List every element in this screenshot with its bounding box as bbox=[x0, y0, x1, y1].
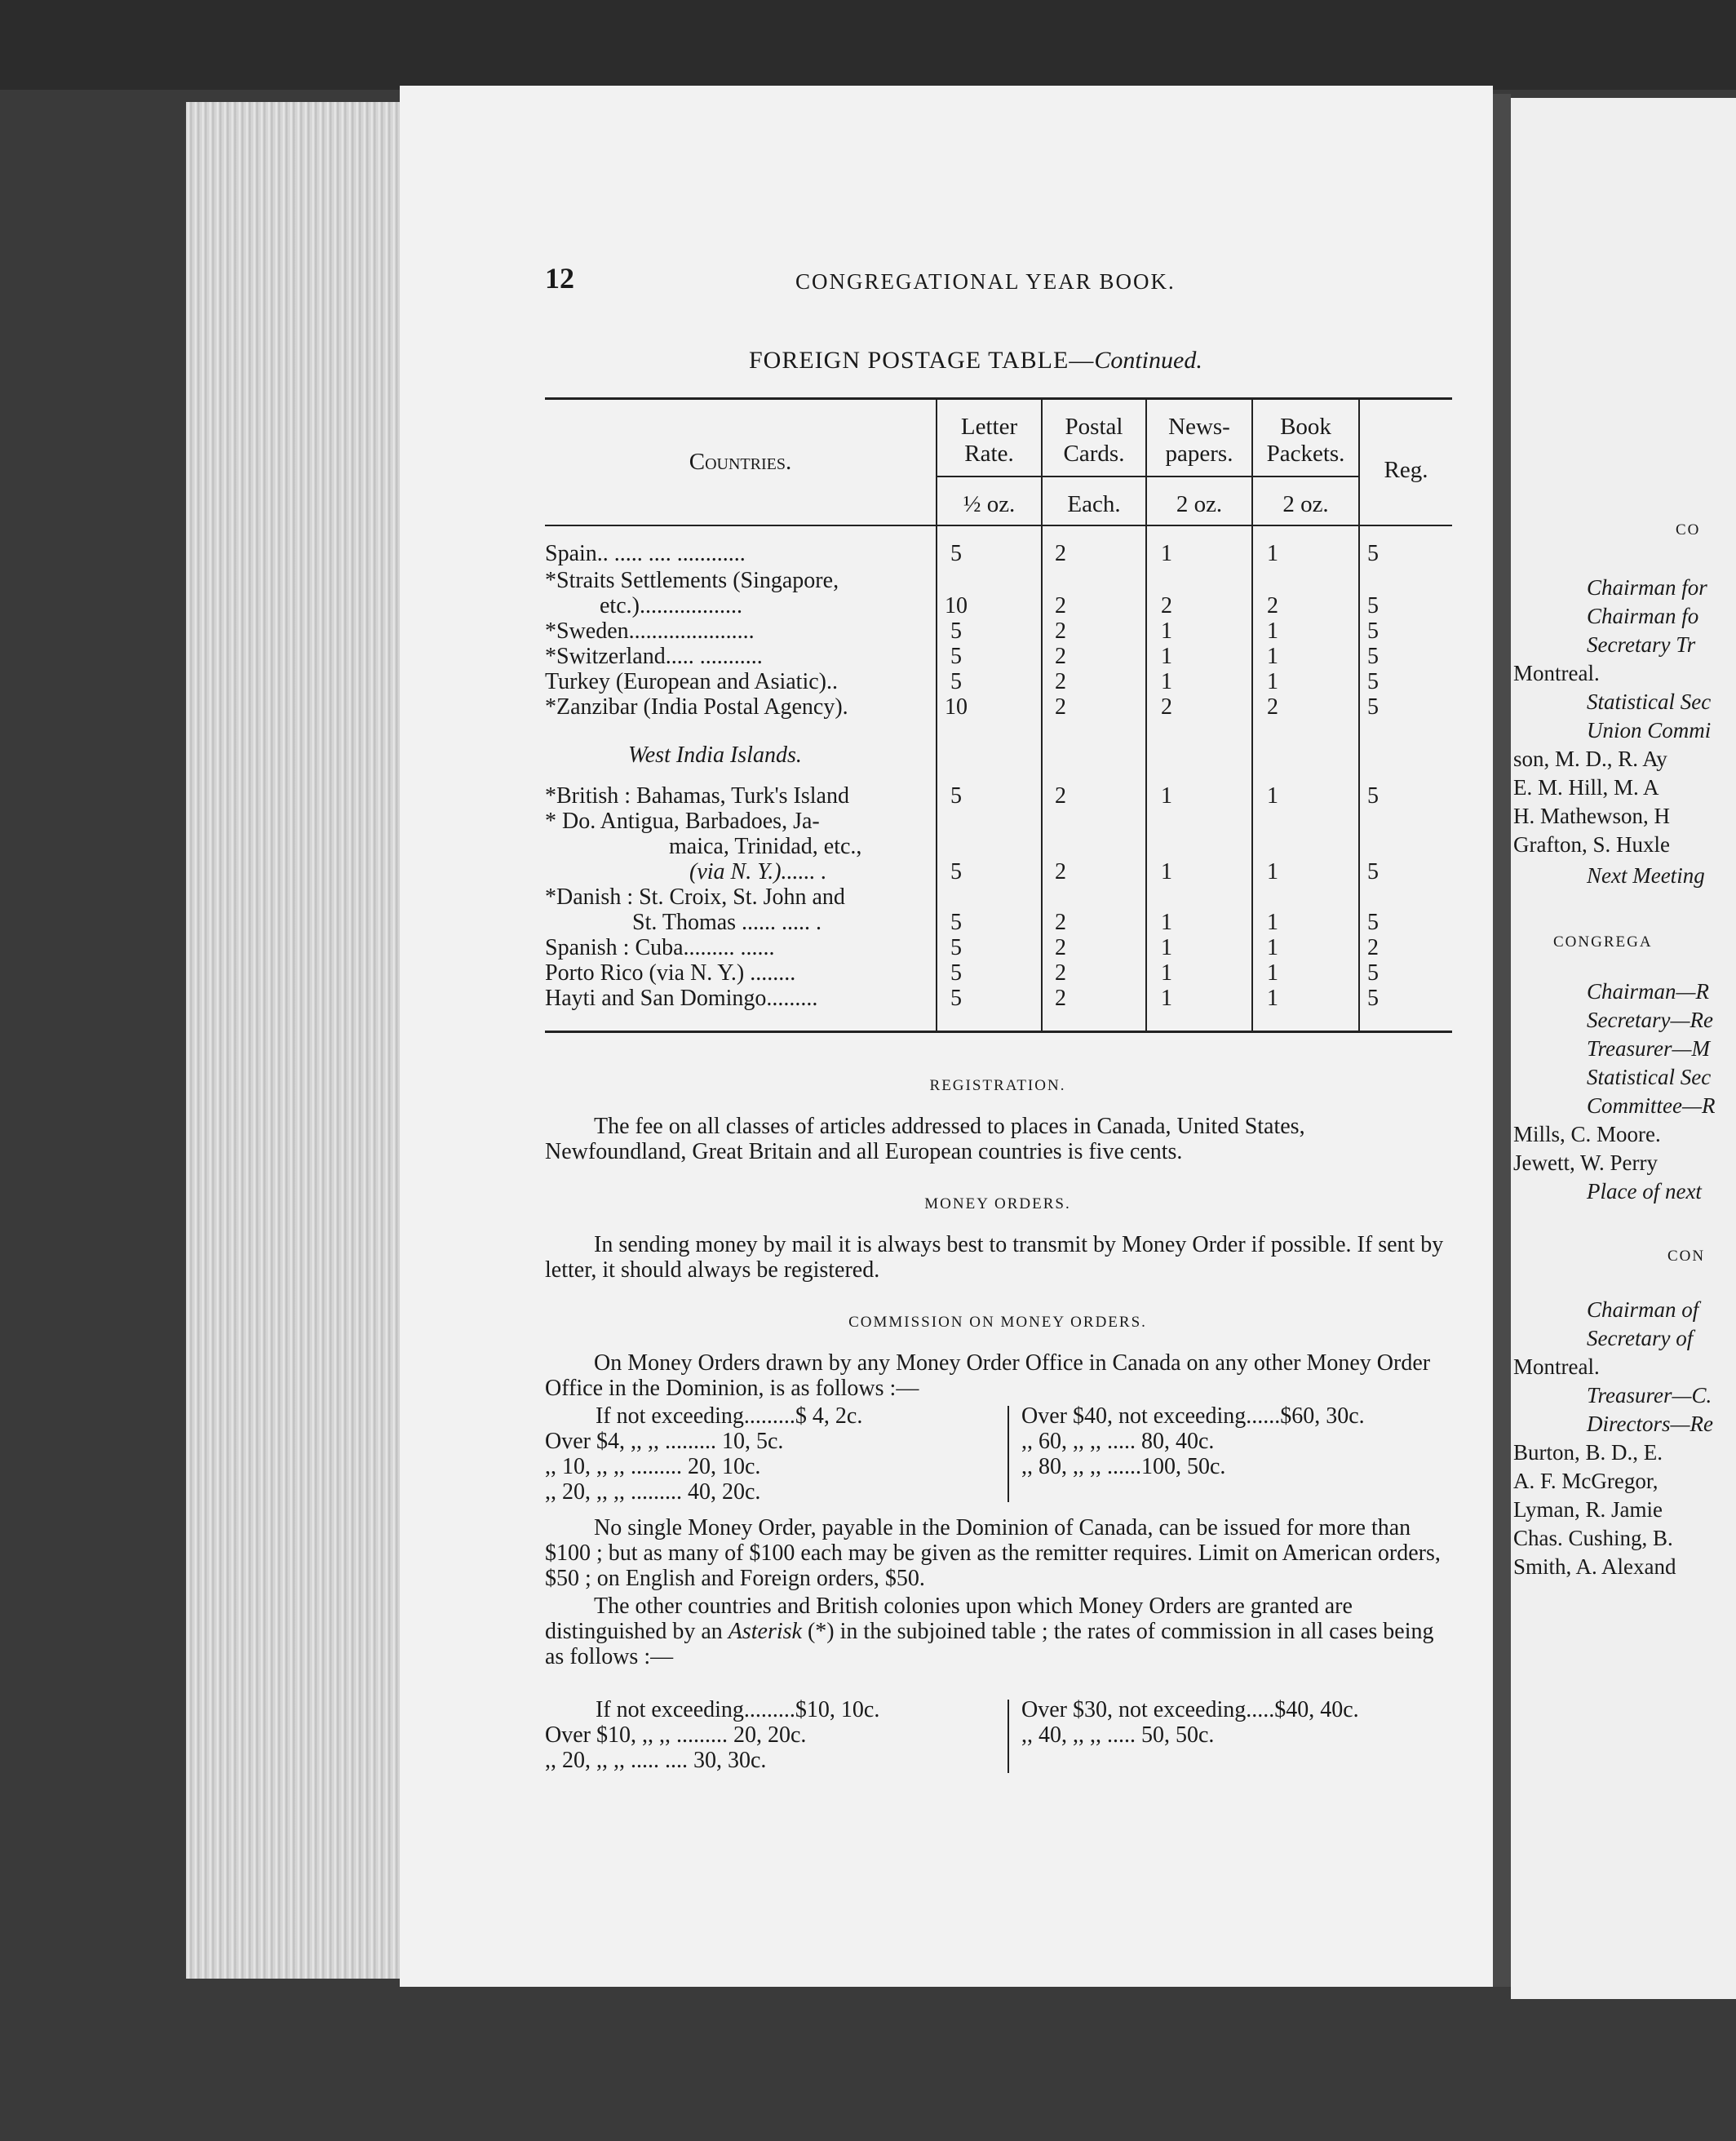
row-country: *Straits Settlements (Singapore, bbox=[545, 568, 839, 593]
row-country: *Sweden...................... bbox=[545, 618, 755, 644]
row-country-cont: etc.).................. bbox=[600, 593, 742, 618]
rate-cell: 2 bbox=[1161, 593, 1172, 618]
rate-cell: 5 bbox=[1367, 644, 1379, 669]
rate-cell: 2 bbox=[1267, 694, 1278, 720]
book-gutter bbox=[1493, 94, 1511, 1987]
header-reg: Reg. bbox=[1384, 457, 1428, 483]
rate-cell: 5 bbox=[950, 783, 962, 809]
rate-cell: 5 bbox=[950, 859, 962, 884]
right-page-line: Directors—Re bbox=[1587, 1412, 1713, 1436]
registration-text: The fee on all classes of articles addressed to places in Canada, United States, Newfoundland, Great Britain and all European countries is five cents. bbox=[545, 1114, 1305, 1164]
rate-cell: 2 bbox=[1055, 618, 1066, 644]
rate-cell: 1 bbox=[1267, 618, 1278, 644]
rate-cell: 1 bbox=[1161, 859, 1172, 884]
rate-cell: 2 bbox=[1161, 694, 1172, 720]
rate-cell: 5 bbox=[950, 986, 962, 1011]
rate-cell: 1 bbox=[1267, 910, 1278, 935]
right-page-line: Secretary—Re bbox=[1587, 1008, 1713, 1032]
rate-cell: 1 bbox=[1161, 644, 1172, 669]
rate-cell: 5 bbox=[1367, 593, 1379, 618]
money-orders-title: MONEY ORDERS. bbox=[924, 1195, 1071, 1212]
right-page-line: Burton, B. D., E. bbox=[1513, 1440, 1663, 1465]
rate-cell: 2 bbox=[1055, 986, 1066, 1011]
right-page-line: CONGREGA bbox=[1553, 933, 1653, 951]
row-country: Spain.. ..... .... ............ bbox=[545, 541, 746, 566]
rate-cell: 5 bbox=[1367, 960, 1379, 986]
rate-cell: 1 bbox=[1161, 910, 1172, 935]
rate-cell: 1 bbox=[1267, 541, 1278, 566]
other-countries-text: The other countries and British colonies upon which Money Orders are granted are distinguished by an Asterisk (*) in the subjoined table ; the rates of commission in all cases being as follows :— bbox=[545, 1594, 1434, 1669]
page-number: 12 bbox=[545, 262, 574, 295]
rate-cell: 2 bbox=[1055, 935, 1066, 960]
right-page-line: Chairman for bbox=[1587, 575, 1707, 600]
rate-cell: 1 bbox=[1161, 986, 1172, 1011]
rate-cell: 2 bbox=[1055, 910, 1066, 935]
rate-cell: 1 bbox=[1161, 935, 1172, 960]
rate-cell: 2 bbox=[1055, 859, 1066, 884]
right-page-line: Statistical Sec bbox=[1587, 1065, 1712, 1089]
header-letter-rate: Letter Rate. bbox=[960, 414, 1018, 467]
right-page-line: Lyman, R. Jamie bbox=[1513, 1497, 1663, 1522]
right-page-line: Treasurer—M bbox=[1587, 1036, 1711, 1061]
rate-cell: 5 bbox=[1367, 783, 1379, 809]
commission-table-1-right: Over $40, not exceeding......$60, 30c. ,, 60, ,, ,, ..... 80, 40c. ,, 80, ,, ,, ......100, 50c. bbox=[1021, 1403, 1365, 1479]
right-page-line: Montreal. bbox=[1513, 661, 1600, 685]
right-page-line: son, M. D., R. Ay bbox=[1513, 747, 1667, 771]
right-page-line: E. M. Hill, M. A bbox=[1513, 775, 1659, 800]
rate-cell: 5 bbox=[1367, 618, 1379, 644]
rate-cell: 5 bbox=[950, 910, 962, 935]
table-top-rule bbox=[545, 397, 1452, 400]
west-india-heading: West India Islands. bbox=[628, 742, 802, 768]
rate-cell: 2 bbox=[1055, 669, 1066, 694]
row-country: *Danish : St. Croix, St. John and bbox=[545, 884, 845, 910]
row-country: *Switzerland..... ........... bbox=[545, 644, 763, 669]
subheader-2oz-book: 2 oz. bbox=[1282, 491, 1329, 517]
right-page-line: Committee—R bbox=[1587, 1093, 1716, 1118]
rate-cell: 1 bbox=[1161, 669, 1172, 694]
running-head: CONGREGATIONAL YEAR BOOK. bbox=[795, 269, 1176, 294]
commission-table-1-divider bbox=[1008, 1406, 1009, 1502]
row-country: Turkey (European and Asiatic).. bbox=[545, 669, 838, 694]
rate-cell: 2 bbox=[1055, 960, 1066, 986]
rate-cell: 5 bbox=[1367, 910, 1379, 935]
row-country-cont: (via N. Y.)...... . bbox=[689, 859, 827, 884]
row-country: * Do. Antigua, Barbadoes, Ja- bbox=[545, 809, 820, 834]
rate-cell: 5 bbox=[950, 935, 962, 960]
rate-cell: 1 bbox=[1267, 859, 1278, 884]
right-page-line: Jewett, W. Perry bbox=[1513, 1150, 1658, 1175]
registration-title: REGISTRATION. bbox=[929, 1077, 1066, 1094]
rate-cell: 1 bbox=[1267, 986, 1278, 1011]
rate-cell: 5 bbox=[1367, 669, 1379, 694]
rate-cell: 10 bbox=[945, 694, 968, 720]
rate-cell: 2 bbox=[1055, 694, 1066, 720]
commission-table-2-divider bbox=[1008, 1700, 1009, 1773]
row-country: *British : Bahamas, Turk's Island bbox=[545, 783, 849, 809]
right-page-line: Chairman of bbox=[1587, 1297, 1699, 1322]
rate-cell: 5 bbox=[950, 644, 962, 669]
single-order-text: No single Money Order, payable in the Dominion of Canada, can be issued for more than $100 ; but as many of $100 each may be given as the remitter requires. Limit on American orders, $50 ; on English and Foreign orders, $50. bbox=[545, 1515, 1441, 1591]
rate-cell: 1 bbox=[1267, 783, 1278, 809]
right-page-line: Smith, A. Alexand bbox=[1513, 1554, 1676, 1579]
right-page-line: Chas. Cushing, B. bbox=[1513, 1526, 1673, 1550]
commission-intro: On Money Orders drawn by any Money Order Office in Canada on any other Money Order Office in the Dominion, is as follows :— bbox=[545, 1350, 1431, 1401]
header-book-packets: Book Packets. bbox=[1266, 414, 1345, 467]
rate-cell: 1 bbox=[1267, 669, 1278, 694]
header-postal-cards: Postal Cards. bbox=[1063, 414, 1125, 467]
right-page-line: Chairman—R bbox=[1587, 979, 1710, 1004]
rate-cell: 1 bbox=[1161, 783, 1172, 809]
right-page-line: Next Meeting bbox=[1587, 863, 1705, 888]
rate-cell: 2 bbox=[1055, 783, 1066, 809]
right-page-line: Union Commi bbox=[1587, 718, 1712, 742]
right-page-line: Mills, C. Moore. bbox=[1513, 1122, 1661, 1146]
money-orders-text: In sending money by mail it is always best to transmit by Money Order if possible. If sent by letter, it should always be registered. bbox=[545, 1232, 1444, 1283]
commission-table-2-right: Over $30, not exceeding.....$40, 40c. ,, 40, ,, ,, ..... 50, 50c. bbox=[1021, 1697, 1359, 1748]
row-country: *Zanzibar (India Postal Agency). bbox=[545, 694, 848, 720]
subheader-2oz-news: 2 oz. bbox=[1176, 491, 1223, 517]
subheader-half-oz: ½ oz. bbox=[963, 491, 1016, 517]
rate-cell: 5 bbox=[1367, 694, 1379, 720]
right-page-line: CON bbox=[1667, 1248, 1706, 1265]
right-page-line: Secretary of bbox=[1587, 1326, 1694, 1350]
right-page-line: Place of next bbox=[1587, 1179, 1702, 1203]
rate-cell: 5 bbox=[1367, 859, 1379, 884]
row-country: Porto Rico (via N. Y.) ........ bbox=[545, 960, 796, 986]
rate-cell: 1 bbox=[1161, 960, 1172, 986]
rate-cell: 1 bbox=[1267, 960, 1278, 986]
header-newspapers: News- papers. bbox=[1165, 414, 1233, 467]
rate-cell: 5 bbox=[950, 960, 962, 986]
rate-cell: 10 bbox=[945, 593, 968, 618]
row-country-cont: St. Thomas ...... ..... . bbox=[632, 910, 822, 935]
table-header-rule bbox=[545, 525, 1452, 526]
rate-cell: 5 bbox=[1367, 986, 1379, 1011]
row-country-cont: maica, Trinidad, etc., bbox=[669, 834, 862, 859]
subheader-each: Each. bbox=[1067, 491, 1121, 517]
commission-title: COMMISSION ON MONEY ORDERS. bbox=[848, 1314, 1147, 1331]
row-country: Spanish : Cuba......... ...... bbox=[545, 935, 775, 960]
right-page-line: CO bbox=[1676, 521, 1701, 539]
book-page-edges bbox=[186, 102, 400, 1979]
right-page-line: H. Mathewson, H bbox=[1513, 804, 1670, 828]
right-page-line: Treasurer—C. bbox=[1587, 1383, 1712, 1407]
right-page-line: Grafton, S. Huxle bbox=[1513, 832, 1670, 857]
rate-cell: 2 bbox=[1055, 644, 1066, 669]
subheader-rule bbox=[937, 476, 1358, 477]
commission-table-1-left: If not exceeding.........$ 4, 2c. Over $4, ,, ,, ......... 10, 5c. ,, 10, ,, ,, ......... 20, 10c. ,, 20, ,, ,, ......... 40, 20c. bbox=[545, 1403, 863, 1505]
rate-cell: 1 bbox=[1267, 644, 1278, 669]
right-page-line: Chairman fo bbox=[1587, 604, 1699, 628]
rate-cell: 5 bbox=[950, 541, 962, 566]
right-page-line: Statistical Sec bbox=[1587, 689, 1712, 714]
left-page bbox=[400, 86, 1493, 1987]
table-caption: FOREIGN POSTAGE TABLE—Continued. bbox=[749, 347, 1202, 374]
commission-table-2-left: If not exceeding.........$10, 10c. Over $10, ,, ,, ......... 20, 20c. ,, 20, ,, ,, ..... .... 30, 30c. bbox=[545, 1697, 880, 1773]
rate-cell: 2 bbox=[1267, 593, 1278, 618]
rate-cell: 2 bbox=[1367, 935, 1379, 960]
rate-cell: 2 bbox=[1055, 593, 1066, 618]
rate-cell: 2 bbox=[1055, 541, 1066, 566]
rate-cell: 1 bbox=[1161, 618, 1172, 644]
header-countries: Countries. bbox=[689, 449, 792, 475]
rate-cell: 1 bbox=[1267, 935, 1278, 960]
right-page-fragment bbox=[1511, 98, 1736, 1999]
table-bottom-rule bbox=[545, 1031, 1452, 1033]
rate-cell: 5 bbox=[950, 618, 962, 644]
rate-cell: 5 bbox=[1367, 541, 1379, 566]
right-page-line: A. F. McGregor, bbox=[1513, 1469, 1658, 1493]
row-country: Hayti and San Domingo......... bbox=[545, 986, 818, 1011]
rate-cell: 5 bbox=[950, 669, 962, 694]
right-page-line: Secretary Tr bbox=[1587, 632, 1696, 657]
right-page-line: Montreal. bbox=[1513, 1354, 1600, 1379]
rate-cell: 1 bbox=[1161, 541, 1172, 566]
scanner-background-top bbox=[0, 0, 1736, 90]
